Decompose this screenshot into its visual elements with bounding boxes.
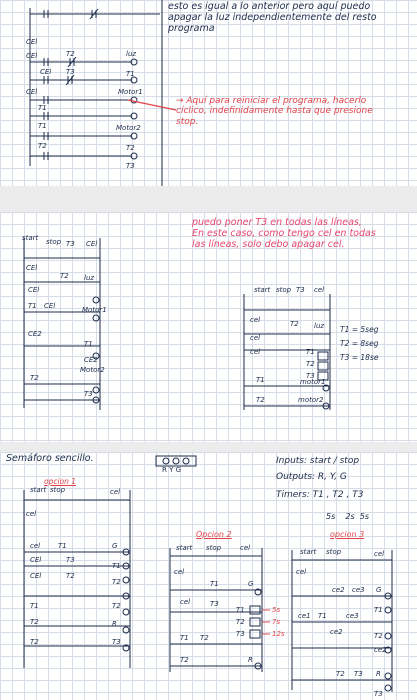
coil-label: T3 [236,630,245,638]
contact-label: T2 [290,320,299,328]
coil-label: R [248,656,253,664]
contact-label: stop [46,238,62,246]
coil-label: T2 [126,144,135,152]
coil-label: luz [84,274,95,282]
coil-label: G [376,586,382,594]
contact-label: T1 [30,602,39,610]
contact-label: T3 [210,600,219,608]
contact-label: T3 [66,240,75,248]
light-letters: R Y G [162,466,182,474]
contact-label: start [176,544,193,552]
contact-label: stop [206,544,222,552]
coil-label: T3 [306,372,315,380]
coil-label: Motor2 [80,366,105,374]
contact-label: cel [296,568,307,576]
contact-label: T3 [296,286,305,294]
coil-label: T3 [84,390,93,398]
contact-label: stop [276,286,292,294]
contact-label: ce3 [346,612,359,620]
timer-t3: T3 = 18se [340,353,379,362]
contact-label: T2 [336,670,345,678]
coil-label: cel [240,544,251,552]
coil-label: luz [126,50,137,58]
outputs-line: Outputs: R, Y, G [276,472,347,482]
timers-values: 5s 2s 5s [326,512,370,521]
coil-label: G [112,542,118,550]
section-title: Semáforo sencillo. [6,453,94,464]
coil-label: T1 [236,606,245,614]
contact-label: T2 [30,638,39,646]
time-label: 7s [272,618,281,626]
coil-label: G [248,580,254,588]
contact-label: cel [30,542,41,550]
coil-label: T3 [374,690,383,698]
coil-label: motor1 [300,378,326,386]
contact-label: T1 [38,122,47,130]
contact-label: cel [26,510,37,518]
contact-label: start [300,548,317,556]
contact-label: T1 [38,104,47,112]
contact-label: stop [326,548,342,556]
coil-label: T1 [306,348,315,356]
contact-label: T2 [30,374,39,382]
coil-label: T2 [374,632,383,640]
contact-label: CEl [40,68,52,76]
contact-label: T1 [180,634,189,642]
contact-label: CEl [26,264,38,272]
coil-label: cel [314,286,325,294]
coil-label: T1 [112,562,121,570]
contact-label: CEl [30,572,42,580]
inputs-line: Inputs: start / stop [276,456,360,466]
contact-label: T2 [30,618,39,626]
contact-label: T1 [256,376,265,384]
coil-label: luz [314,322,325,330]
contact-label: start [30,486,47,494]
timer-t2: T2 = 8seg [340,339,379,348]
option-1-label: opcion 1 [44,477,77,486]
contact-label: CEl [26,88,38,96]
contact-label: cel [250,316,261,324]
time-label: 5s [272,606,281,614]
option-2-label: Opcion 2 [196,530,232,539]
coil-label: T2 [112,602,121,610]
note-pink: puedo poner T3 en todas las líneas, En este caso, como tengo cel en todas las líneas, solo debo apagar cel. [192,217,376,250]
contact-label: T2 [38,142,47,150]
contact-label: CEl [28,286,40,294]
contact-label: T2 [200,634,209,642]
contact-label: CE2 [84,356,98,364]
contact-label: CEl [26,52,38,60]
contact-label: T1 [28,302,37,310]
coil-label: Motor1 [82,306,107,314]
contact-label: cel [250,334,261,342]
contact-label: T1 [58,542,67,550]
coil-label: T2 [112,578,121,586]
contact-label: CEl [26,38,38,46]
timers-line: Timers: T1 , T2 , T3 [276,490,364,500]
note-top: esto es igual a lo anterior pero aquí puedo apagar la luz independientemente del resto programa [168,1,377,34]
coil-label: cel [374,550,385,558]
contact-label: ce3 [352,586,365,594]
coil-label: ce2 [374,646,387,654]
contact-label: T1 [318,612,327,620]
contact-label: cel [250,348,261,356]
coil-label: T1 [374,606,383,614]
contact-label: start [22,234,39,242]
contact-label: CEl [30,556,42,564]
coil-label: T1 [126,70,135,78]
coil-label: T2 [236,618,245,626]
option-3-label: opcion 3 [330,530,365,539]
timer-t1: T1 = 5seg [340,325,379,334]
contact-label: CEl [44,302,56,310]
coil-label: R [112,620,117,628]
contact-label: ce2 [332,586,345,594]
contact-label: T3 [66,556,75,564]
coil-label: CEl [86,240,98,248]
contact-label: T2 [66,50,75,58]
contact-label: start [254,286,271,294]
contact-label: T2 [66,572,75,580]
coil-label: Motor2 [116,124,141,132]
note-red: → Aquí para reiniciar el programa, hacerlo cíclico, indefinidamente hasta que presione stop. [176,96,373,127]
coil-label: T3 [112,638,121,646]
coil-label: T3 [126,162,135,170]
contact-label: cel [174,568,185,576]
contact-label: T3 [354,670,363,678]
contact-label: cel [180,598,191,606]
coil-label: T2 [306,360,315,368]
contact-label: T2 [180,656,189,664]
contact-label: stop [50,486,66,494]
contact-label: ce1 [298,612,311,620]
coil-label: motor2 [298,396,324,404]
contact-label: T1 [210,580,219,588]
contact-label: T2 [60,272,69,280]
coil-label: cel [110,488,121,496]
coil-label: R [376,670,381,678]
contact-label: T2 [256,396,265,404]
contact-label: CE2 [28,330,42,338]
coil-label: T1 [84,340,93,348]
contact-label: ce2 [330,628,343,636]
time-label: 12s [272,630,285,638]
contact-label: T3 [66,68,75,76]
coil-label: Motor1 [118,88,143,96]
